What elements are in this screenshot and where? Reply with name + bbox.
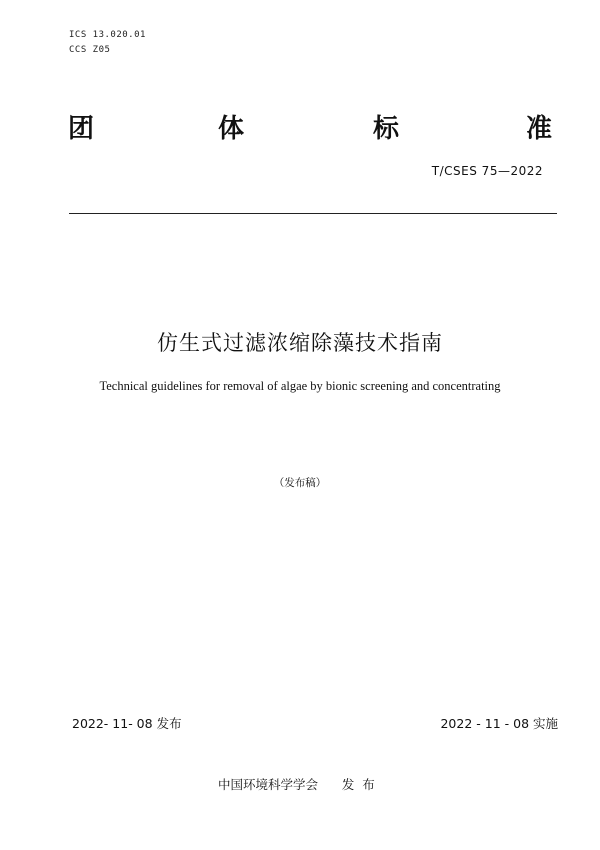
doc-type-char-1: 团 [68, 114, 95, 144]
doc-type-char-4: 准 [526, 114, 553, 144]
draft-note: （发布稿） [273, 477, 327, 489]
header-divider [69, 213, 557, 214]
doc-type-char-2: 体 [218, 114, 245, 144]
doc-type-char-3: 标 [373, 114, 400, 144]
issue-date: 2022- 11- 08 发布 [72, 716, 182, 731]
publisher: 中国环境科学学会 发 布 [218, 777, 375, 792]
ccs-code: CCS Z05 [69, 45, 111, 55]
ics-code: ICS 13.020.01 [69, 30, 146, 40]
standard-number: T/CSES 75—2022 [431, 164, 543, 178]
title-english: Technical guidelines for removal of algae by bionic screening and concentrating [99, 379, 501, 393]
implementation-date: 2022 - 11 - 08 实施 [440, 716, 558, 731]
title-chinese: 仿生式过滤浓缩除藻技术指南 [157, 331, 443, 355]
